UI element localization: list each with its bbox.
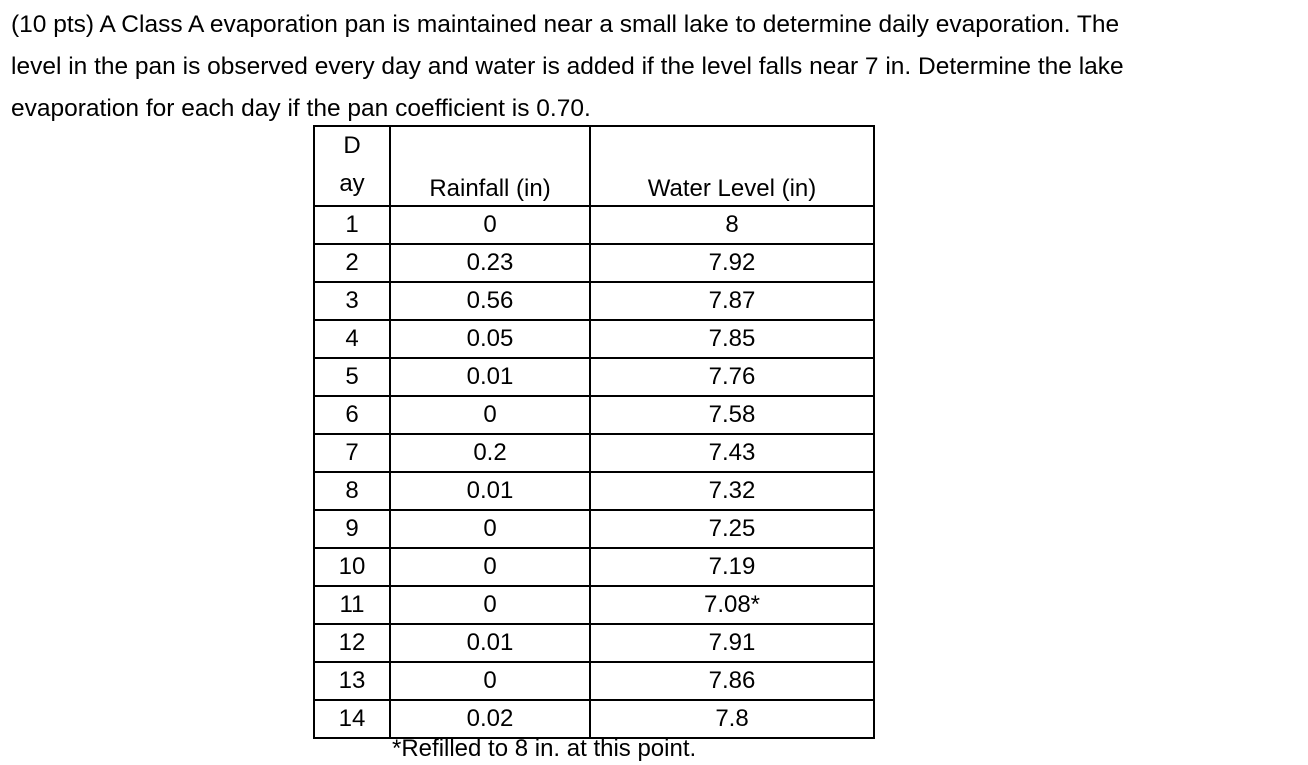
- table-row: [314, 548, 874, 586]
- header-day: Day: [314, 126, 390, 206]
- cell-rainfall: 0: [390, 206, 590, 244]
- table-row: [314, 244, 874, 282]
- evaporation-data-table: [313, 125, 875, 739]
- cell-water-level: 7.58: [590, 396, 874, 434]
- cell-rainfall: 0.01: [390, 472, 590, 510]
- table-row: [314, 624, 874, 662]
- cell-day: 5: [314, 358, 390, 396]
- cell-day: 9: [314, 510, 390, 548]
- table-row: [314, 320, 874, 358]
- table-row: [314, 396, 874, 434]
- cell-water-level: 7.8: [590, 700, 874, 738]
- cell-water-level: 8: [590, 206, 874, 244]
- cell-water-level: 7.08*: [590, 586, 874, 624]
- table-row: [314, 472, 874, 510]
- cell-rainfall: 0.2: [390, 434, 590, 472]
- table-row: [314, 358, 874, 396]
- header-water-level: Water Level (in): [590, 126, 874, 206]
- footnote: *Refilled to 8 in. at this point.: [392, 735, 697, 762]
- problem-line-1: (10 pts) A Class A evaporation pan is maintained near a small lake to determine daily evaporation. The: [11, 11, 1120, 38]
- cell-water-level: 7.85: [590, 320, 874, 358]
- cell-day: 3: [314, 282, 390, 320]
- cell-water-level: 7.87: [590, 282, 874, 320]
- cell-day: 12: [314, 624, 390, 662]
- cell-rainfall: 0.01: [390, 358, 590, 396]
- cell-day: 13: [314, 662, 390, 700]
- problem-statement: [11, 4, 1301, 130]
- problem-line-2: level in the pan is observed every day and water is added if the level falls near 7 in. Determine the lake: [11, 53, 1124, 80]
- cell-day: 7: [314, 434, 390, 472]
- cell-day: 1: [314, 206, 390, 244]
- problem-line-3: evaporation for each day if the pan coefficient is 0.70.: [11, 95, 591, 122]
- cell-day: 8: [314, 472, 390, 510]
- table-header-row: [314, 126, 874, 206]
- cell-rainfall: 0.23: [390, 244, 590, 282]
- cell-water-level: 7.92: [590, 244, 874, 282]
- cell-day: 4: [314, 320, 390, 358]
- cell-rainfall: 0.56: [390, 282, 590, 320]
- cell-rainfall: 0: [390, 548, 590, 586]
- cell-day: 11: [314, 586, 390, 624]
- cell-day: 6: [314, 396, 390, 434]
- table-row: [314, 434, 874, 472]
- table-row: [314, 206, 874, 244]
- cell-rainfall: 0: [390, 586, 590, 624]
- cell-rainfall: 0: [390, 510, 590, 548]
- cell-day: 2: [314, 244, 390, 282]
- cell-water-level: 7.86: [590, 662, 874, 700]
- cell-rainfall: 0.05: [390, 320, 590, 358]
- cell-day: 10: [314, 548, 390, 586]
- table-row: [314, 662, 874, 700]
- cell-water-level: 7.25: [590, 510, 874, 548]
- header-rainfall: Rainfall (in): [390, 126, 590, 206]
- table-row: [314, 282, 874, 320]
- cell-rainfall: 0.01: [390, 624, 590, 662]
- cell-rainfall: 0: [390, 662, 590, 700]
- cell-day: 14: [314, 700, 390, 738]
- table-body: [314, 206, 874, 738]
- cell-rainfall: 0: [390, 396, 590, 434]
- cell-water-level: 7.43: [590, 434, 874, 472]
- table-row: [314, 586, 874, 624]
- table-row: [314, 510, 874, 548]
- cell-water-level: 7.91: [590, 624, 874, 662]
- cell-water-level: 7.19: [590, 548, 874, 586]
- cell-water-level: 7.32: [590, 472, 874, 510]
- cell-water-level: 7.76: [590, 358, 874, 396]
- cell-rainfall: 0.02: [390, 700, 590, 738]
